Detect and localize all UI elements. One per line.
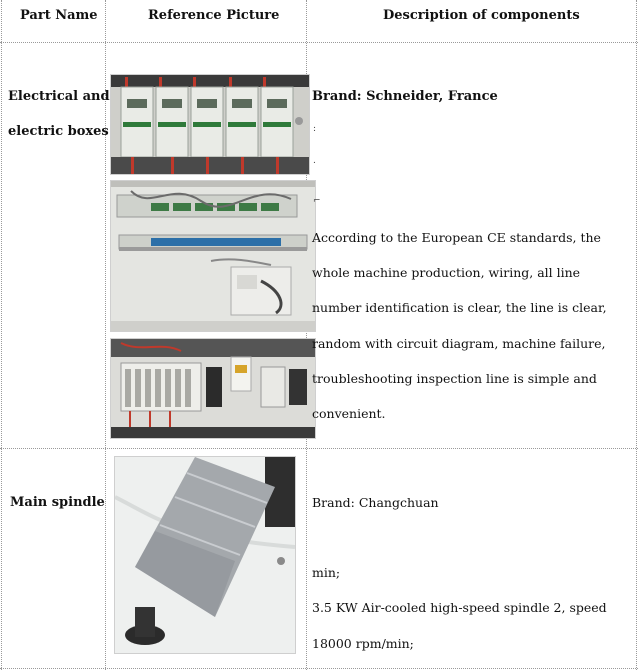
row-divider-bottom [0, 668, 638, 669]
electrical-description-line-3: number identification is clear, the line is clear, [312, 300, 607, 315]
photo-cabinet-wiring [110, 180, 316, 332]
header-part-name: Part Name [20, 8, 98, 23]
electrical-description-line-5: troubleshooting inspection line is simple and [312, 371, 597, 386]
spindle-spec-line-1: 3.5 KW Air-cooled high-speed spindle 2, speed [312, 600, 607, 615]
header-description: Description of components [383, 8, 580, 23]
spindle-spec-line-2: 18000 rpm/min; [312, 636, 414, 651]
row-divider-middle [0, 448, 638, 449]
electrical-description-line-6: convenient. [312, 406, 386, 421]
column-divider-left [1, 0, 2, 670]
part-name-electrical-line2: electric boxes [8, 124, 109, 139]
part-name-main-spindle: Main spindle [10, 495, 105, 510]
stray-mark-3: ⌐ [313, 196, 321, 206]
photo-terminal-blocks [110, 338, 316, 439]
electrical-description-line-1: According to the European CE standards, the [312, 230, 601, 245]
spindle-brand: Brand: Changchuan [312, 495, 439, 510]
column-divider-right [636, 0, 637, 670]
photo-main-spindle [114, 456, 296, 654]
electrical-description-line-4: random with circuit diagram, machine failure, [312, 336, 606, 351]
part-name-electrical-line1: Electrical and [8, 89, 110, 104]
stray-mark-1: : [313, 124, 317, 134]
stray-mark-2: . [313, 156, 316, 166]
spindle-fragment: min; [312, 565, 341, 580]
header-reference-picture: Reference Picture [148, 8, 280, 23]
photo-contactors [110, 74, 310, 175]
electrical-description-line-2: whole machine production, wiring, all line [312, 265, 581, 280]
row-divider-header [0, 42, 638, 43]
electrical-brand: Brand: Schneider, France [312, 89, 498, 104]
